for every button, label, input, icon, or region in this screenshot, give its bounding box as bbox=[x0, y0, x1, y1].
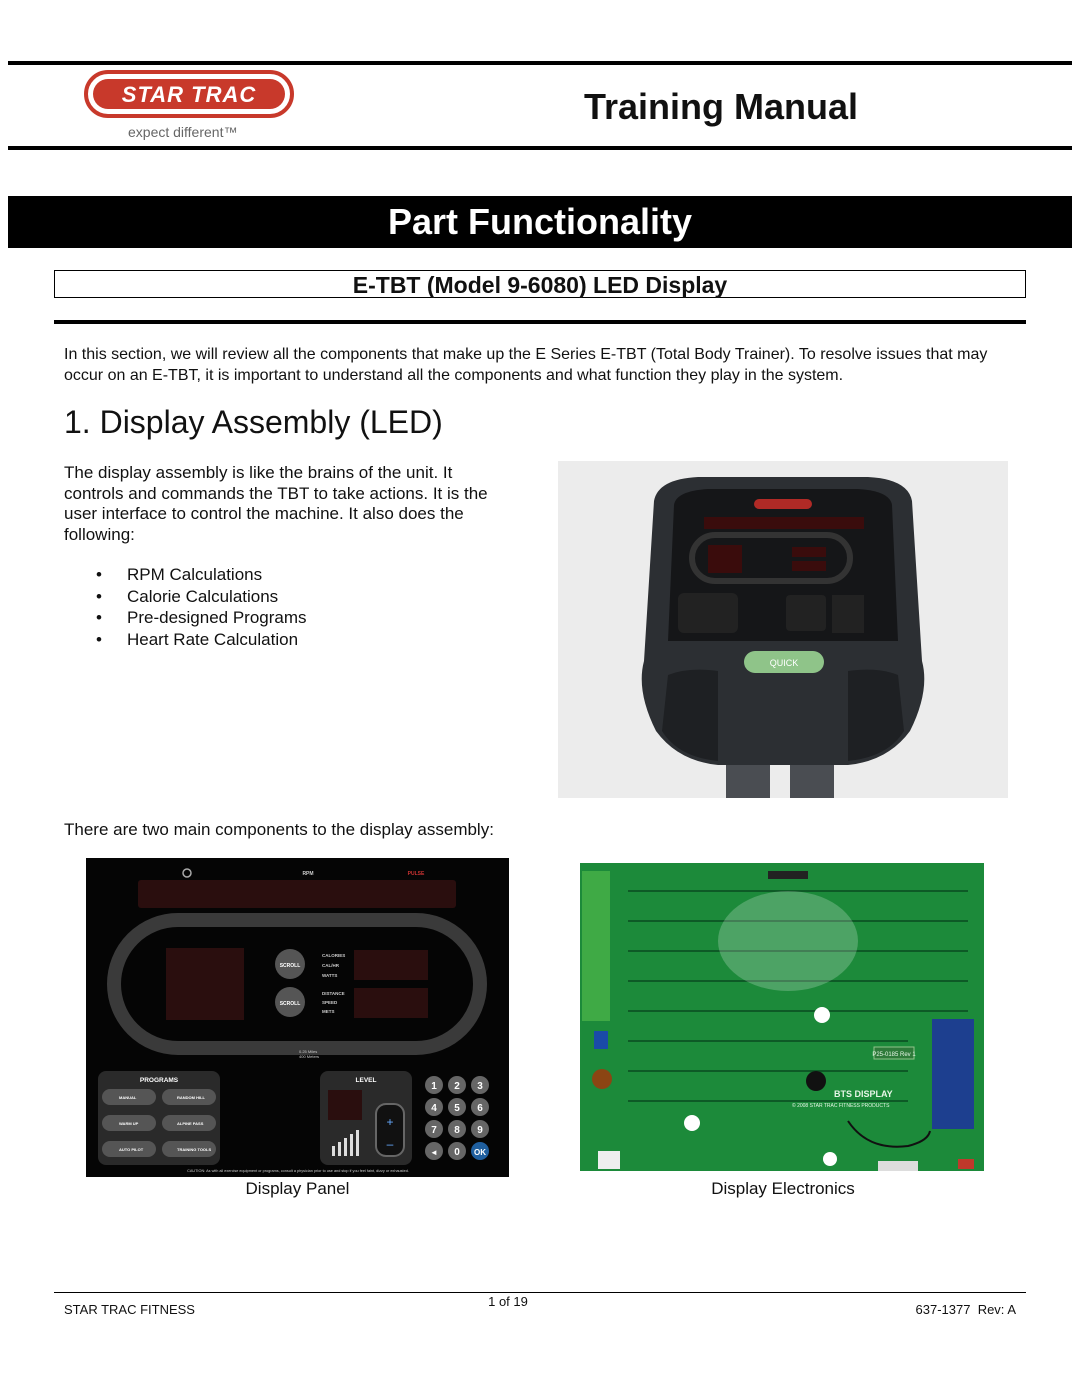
speed-label: SPEED bbox=[322, 1000, 338, 1005]
calories-label: CALORIES bbox=[322, 953, 346, 958]
mets-label: METS bbox=[322, 1009, 335, 1014]
distance-label: DISTANCE bbox=[322, 991, 345, 996]
program-random-hill: RANDOM HILL bbox=[177, 1095, 205, 1100]
list-item: • Calorie Calculations bbox=[64, 586, 307, 608]
svg-text:–: – bbox=[386, 1137, 394, 1151]
program-auto-pilot: AUTO PILOT bbox=[119, 1147, 144, 1152]
keypad-key: 6 bbox=[477, 1103, 483, 1114]
logo-tagline: expect different™ bbox=[128, 124, 238, 140]
track-label-meters: 400 Meters bbox=[299, 1054, 320, 1059]
header-top-rule bbox=[8, 61, 1072, 65]
document-title: Training Manual bbox=[583, 86, 858, 127]
keypad-key: 3 bbox=[477, 1081, 483, 1092]
subtitle-rule bbox=[54, 320, 1026, 324]
list-item: • RPM Calculations bbox=[64, 564, 307, 586]
footer-page-number: 1 of 19 bbox=[488, 1294, 528, 1309]
pulse-label: PULSE bbox=[407, 871, 425, 877]
display-panel-caption: Display Panel bbox=[245, 1179, 350, 1198]
scroll-button-2: SCROLL bbox=[279, 1001, 301, 1007]
program-training-tools: TRAINING TOOLS bbox=[177, 1147, 212, 1152]
keypad-key: 9 bbox=[477, 1125, 483, 1136]
star-trac-logo bbox=[84, 70, 298, 150]
components-intro: There are two main components to the display assembly: bbox=[64, 820, 494, 839]
programs-title: PROGRAMS bbox=[139, 1077, 179, 1084]
display-assembly-photo bbox=[558, 461, 1008, 798]
footer-doc-number: 637-1377 Rev: A bbox=[915, 1302, 1016, 1317]
display-electronics-caption: Display Electronics bbox=[711, 1179, 855, 1198]
program-warm-up: WARM UP bbox=[119, 1121, 139, 1126]
keypad-key: 4 bbox=[431, 1103, 437, 1114]
assembly-heading: 1. Display Assembly (LED) bbox=[64, 404, 443, 440]
display-electronics-image bbox=[578, 861, 988, 1173]
keypad-key: 7 bbox=[431, 1125, 437, 1136]
function-list bbox=[64, 564, 307, 650]
list-item: • Heart Rate Calculation bbox=[64, 629, 307, 651]
section-banner: Part Functionality bbox=[8, 196, 1072, 248]
footer-company: STAR TRAC FITNESS bbox=[64, 1302, 195, 1317]
keypad-key: ◄ bbox=[430, 1148, 438, 1157]
keypad-key: OK bbox=[474, 1148, 486, 1157]
level-title: LEVEL bbox=[355, 1077, 377, 1084]
scroll-button-1: SCROLL bbox=[279, 963, 301, 969]
track-label-miles: 0.25 Miles bbox=[299, 1049, 318, 1054]
quick-button-label: QUICK bbox=[769, 658, 799, 668]
logo-text: STAR TRAC bbox=[121, 82, 257, 107]
display-panel-image bbox=[86, 858, 509, 1177]
board-copyright: © 2008 STAR TRAC FITNESS PRODUCTS bbox=[792, 1103, 890, 1109]
part-label: P25-0185 Rev 1 bbox=[872, 1052, 916, 1058]
svg-text:+: + bbox=[386, 1115, 394, 1129]
cal-hr-label: CAL/HR bbox=[322, 963, 339, 968]
board-label: BTS DISPLAY bbox=[834, 1089, 893, 1099]
keypad-key: 1 bbox=[431, 1081, 437, 1092]
program-manual: MANUAL bbox=[119, 1095, 137, 1100]
keypad-key: 0 bbox=[454, 1147, 460, 1158]
assembly-description: The display assembly is like the brains of the unit. It controls and commands the TBT to take actions. It is the user interface to control the machine. It also does the following: bbox=[64, 463, 488, 544]
rpm-label: RPM bbox=[302, 871, 314, 877]
program-alpine-pass: ALPINE PASS bbox=[177, 1121, 204, 1126]
footer-rule bbox=[54, 1292, 1026, 1293]
caution-text: CAUTION: As with all exercise equipment or programs, consult a physician prior to use and stop if you feel faint, dizzy or exhausted. bbox=[187, 1169, 409, 1173]
section-subtitle: E-TBT (Model 9-6080) LED Display bbox=[54, 270, 1026, 298]
watts-label: WATTS bbox=[322, 973, 338, 978]
keypad-key: 2 bbox=[454, 1081, 460, 1092]
keypad-key: 8 bbox=[454, 1125, 460, 1136]
intro-paragraph: In this section, we will review all the components that make up the E Series E-TBT (Total Body Trainer). To resolve issues that may occur on an E-TBT, it is important to understand all the components and what function they play in the system. bbox=[64, 346, 988, 384]
keypad-key: 5 bbox=[454, 1103, 460, 1114]
list-item: • Pre-designed Programs bbox=[64, 607, 307, 629]
